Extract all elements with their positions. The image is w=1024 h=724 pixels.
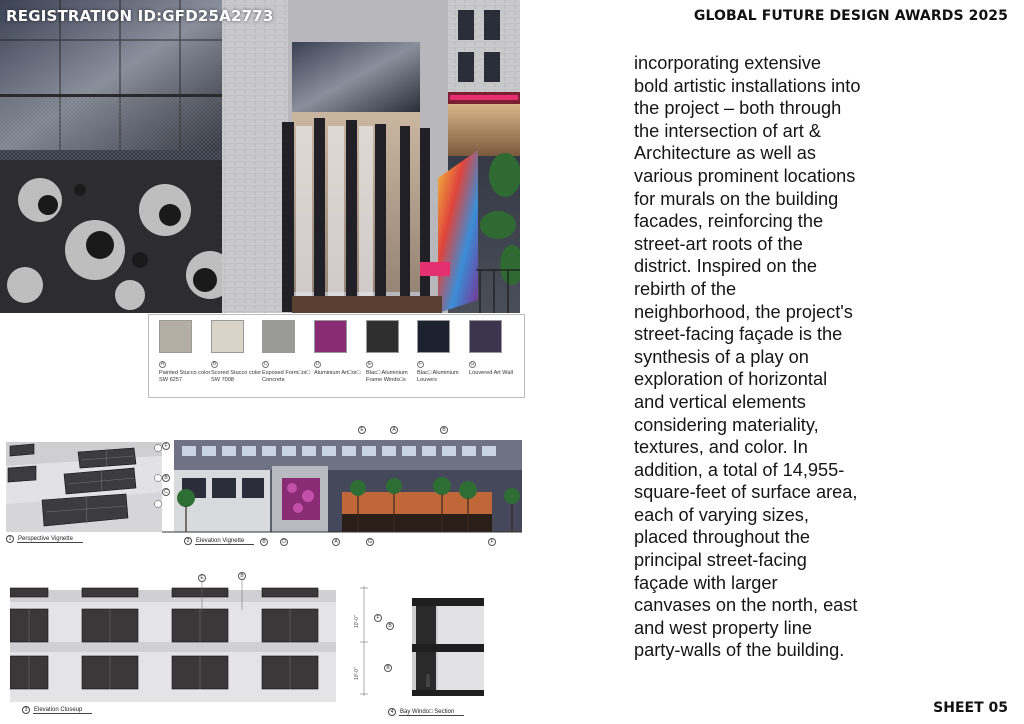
callout-mark: D [280, 538, 288, 546]
material-swatch [469, 320, 519, 376]
description-line: district. Inspired on the [634, 256, 817, 277]
material-caption: Blac□ Aluminium Frame Windo□s [366, 370, 408, 383]
callout-mark: F [374, 614, 382, 622]
perspective-vignette-drawing [6, 442, 162, 532]
description-line: facades, reinforcing the [634, 211, 824, 232]
awards-title: GLOBAL FUTURE DESIGN AWARDS 2025 [693, 8, 1008, 24]
material-mark: A [160, 361, 165, 367]
material-caption: Louvered Art Wall [469, 370, 513, 376]
bay-window-section-label [388, 708, 464, 716]
elevation-closeup-drawing [10, 572, 336, 702]
callout-mark: F [488, 538, 496, 546]
description-line: various prominent locations [634, 165, 856, 186]
drawing-number: 1 [6, 535, 14, 543]
description-line: Architecture as well as [634, 143, 816, 164]
callout-mark: B [386, 622, 394, 630]
material-sample [211, 320, 244, 353]
description-line: neighborhood, the project's [634, 301, 853, 322]
elevation-vignette-label [184, 537, 254, 545]
callout-mark: G [366, 538, 374, 546]
callout-mark: A [390, 426, 398, 434]
drawing-title: Elevation Closeup [33, 707, 92, 714]
description-line: synthesis of a play on [634, 346, 809, 367]
material-swatch [417, 320, 467, 383]
material-mark: E [367, 361, 372, 367]
material-sample [417, 320, 450, 353]
callout-mark: E [198, 574, 206, 582]
material-mark: D [315, 361, 320, 367]
description-line: each of varying sizes, [634, 504, 809, 525]
material-mark: C [263, 361, 268, 367]
material-swatch [366, 320, 416, 383]
drawing-number: 2 [184, 537, 192, 545]
material-mark: F [418, 361, 423, 367]
description-line: street-facing façade is the [634, 324, 843, 345]
material-sample [366, 320, 399, 353]
bay-window-section-drawing [350, 584, 490, 704]
callout-mark: B [260, 538, 268, 546]
material-caption: Exposed Form□or□ Concrete [262, 370, 311, 383]
description-line: incorporating extensive [634, 53, 822, 73]
callout-mark: B [238, 572, 246, 580]
callout-mark: C [162, 488, 170, 496]
material-sample [262, 320, 295, 353]
callout-mark: A [332, 538, 340, 546]
description-line: considering materiality, [634, 414, 819, 435]
drawing-title: Perspective Vignette [17, 536, 83, 543]
material-sample [159, 320, 192, 353]
description-line: square-feet of surface area, [634, 482, 858, 503]
description-line: façade with larger [634, 572, 778, 593]
material-caption: Blac□ Aluminium Louvers [417, 370, 459, 383]
material-swatch [159, 320, 211, 383]
sheet-number: SHEET 05 [933, 700, 1008, 716]
description-line: party-walls of the building. [634, 640, 845, 661]
callout-mark: B [440, 426, 448, 434]
section-marks [350, 584, 490, 704]
description-line: addition, a total of 14,955- [634, 459, 845, 480]
elevation-vignette-drawing [162, 426, 522, 550]
description-line: the project – both through [634, 98, 842, 119]
drawing-title: Bay Windo□ Section [399, 709, 464, 716]
perspective-vignette-label [6, 535, 83, 543]
description-line: for murals on the building [634, 188, 839, 209]
material-caption: Painted Stucco color SW 6257 [159, 370, 211, 383]
description-line: bold artistic installations into [634, 75, 861, 96]
section-dimension: 10'-0" [354, 615, 360, 628]
material-caption: Aluminium Art□or□ [314, 370, 361, 376]
description-line: exploration of horizontal [634, 369, 828, 390]
hero-rendering [0, 0, 520, 313]
material-swatch [211, 320, 262, 383]
description-line: canvases on the north, east [634, 595, 858, 616]
section-dimension: 10'-0" [354, 667, 360, 680]
description-line: rebirth of the [634, 278, 737, 299]
description-line: placed throughout the [634, 527, 810, 548]
description-line: and west property line [634, 617, 812, 638]
closeup-marks [10, 572, 336, 702]
description-line: textures, and color. In [634, 437, 808, 458]
elevation-closeup-label [22, 706, 92, 714]
registration-id: REGISTRATION ID:GFD25A2773 [6, 7, 274, 25]
description-line: street-art roots of the [634, 233, 803, 254]
material-sample [314, 320, 347, 353]
elevation-marks [162, 426, 522, 550]
material-palette [148, 314, 525, 398]
material-mark: G [470, 361, 475, 367]
building-rendering-illustration [0, 0, 520, 313]
description-line: principal street-facing [634, 550, 807, 571]
drawing-number: 3 [22, 706, 30, 714]
material-sample [469, 320, 502, 353]
callout-mark: E [358, 426, 366, 434]
callout-mark: F [162, 442, 170, 450]
material-caption: Scored Stucco color SW 7008 [211, 370, 262, 383]
material-mark: B [212, 361, 217, 367]
description-line: the intersection of art & [634, 120, 822, 141]
callout-mark: B [162, 474, 170, 482]
callout-mark: B [384, 664, 392, 672]
description-line: and vertical elements [634, 391, 806, 412]
drawing-title: Elevation Vignette [195, 538, 254, 545]
drawing-number: 4 [388, 708, 396, 716]
perspective-vignette-illustration [6, 442, 162, 532]
material-swatch [262, 320, 312, 383]
material-swatch [314, 320, 364, 376]
project-description [634, 52, 904, 662]
